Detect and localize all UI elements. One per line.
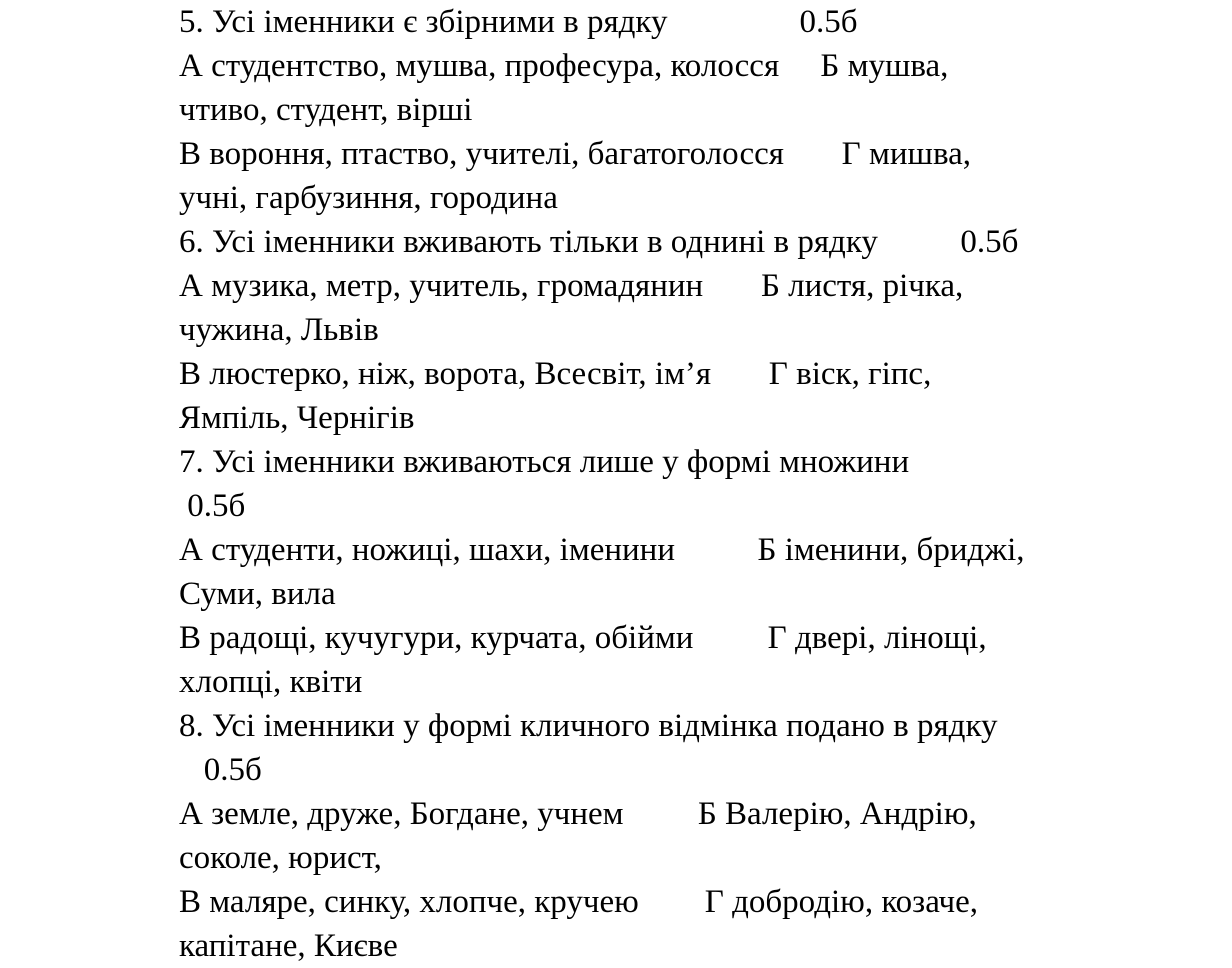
question-6-option-v-g: В люстерко, ніж, ворота, Всесвіт, ім’я Г віск, гіпс, <box>179 356 932 392</box>
question-8-option-a-b: А земле, друже, Богдане, учнем Б Валерію, Андрію, <box>179 796 977 832</box>
question-6-option-b-cont: чужина, Львів <box>179 312 379 348</box>
question-5-option-b-cont: чтиво, студент, вірші <box>179 92 473 128</box>
document-page <box>179 0 1219 968</box>
question-7-option-v-g: В радощі, кучугури, курчата, обійми Г двері, лінощі, <box>179 620 987 656</box>
question-5-title: 5. Усі іменники є збірними в рядку 0.5б <box>179 4 858 40</box>
question-7-points: 0.5б <box>179 488 246 524</box>
question-8-option-v-g: В маляре, синку, хлопче, кручею Г добродію, козаче, <box>179 884 979 920</box>
question-6-title: 6. Усі іменники вживають тільки в однині в рядку 0.5б <box>179 224 1019 260</box>
question-5-option-g-cont: учні, гарбузиння, городина <box>179 180 558 216</box>
question-7-option-g-cont: хлопці, квіти <box>179 664 363 700</box>
question-5-option-v-g: В вороння, птаство, учителі, багатоголосся Г мишва, <box>179 136 971 172</box>
question-8-points: 0.5б <box>179 752 262 788</box>
question-7-option-a-b: А студенти, ножиці, шахи, іменини Б іменини, бриджі, <box>179 532 1025 568</box>
question-5-option-a-b: А студентство, мушва, професура, колосся Б мушва, <box>179 48 949 84</box>
question-6-option-a-b: А музика, метр, учитель, громадянин Б листя, річка, <box>179 268 964 304</box>
question-7-title: 7. Усі іменники вживаються лише у формі множини <box>179 444 910 480</box>
question-8-title: 8. Усі іменники у формі кличного відмінка подано в рядку <box>179 708 998 744</box>
question-8-option-g-cont: капітане, Києве <box>179 928 398 964</box>
question-8-option-b-cont: соколе, юрист, <box>179 840 382 876</box>
question-6-option-g-cont: Ямпіль, Чернігів <box>179 400 415 436</box>
question-7-option-b-cont: Суми, вила <box>179 576 336 612</box>
